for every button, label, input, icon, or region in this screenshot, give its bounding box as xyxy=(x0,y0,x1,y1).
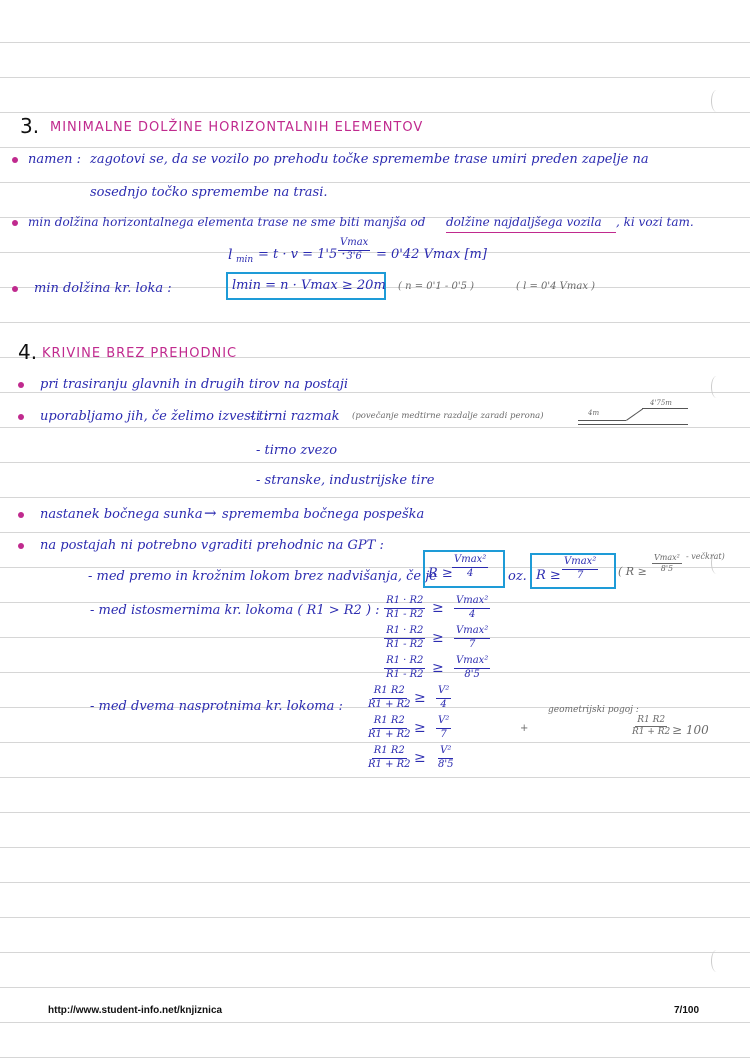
case-2-left-num: R1 · R2 xyxy=(384,656,425,669)
case-2-left-num: R1 · R2 xyxy=(384,596,425,609)
bullet xyxy=(18,512,24,518)
case-2-left-fraction xyxy=(384,656,426,680)
pink-underline xyxy=(446,232,616,233)
arc-formula: lmin = n · Vmax ≥ 20m xyxy=(232,278,386,293)
case-3-left-fraction xyxy=(366,716,413,740)
case-1-text: - med premo in krožnim lokom brez nadvišanja, če je xyxy=(88,569,437,584)
section-4-number: 4. xyxy=(18,340,38,364)
formula-l: l xyxy=(228,247,233,263)
sketch-line xyxy=(578,420,626,421)
case-3-left-fraction xyxy=(366,746,413,770)
bullet-3-a: nastanek bočnega sunka xyxy=(40,507,203,522)
footer-url: http://www.student-info.net/knjiznica xyxy=(48,1005,223,1016)
pencil-den: 8'5 xyxy=(660,564,674,574)
box-2-den: 7 xyxy=(576,569,584,581)
sub-item-2: - tirno zvezo xyxy=(256,443,338,458)
case-3-left-den: R1 + R2 xyxy=(368,758,411,770)
bullet-1: pri trasiranju glavnih in drugih tirov na postaji xyxy=(40,377,349,392)
side-right: ≥ 100 xyxy=(672,723,709,737)
bullet xyxy=(12,286,18,292)
side-label: geometrijski pogoj : xyxy=(548,705,639,715)
sketch-left-label: 4m xyxy=(588,409,600,417)
arc-note-2: ( l = 0'4 Vmax ) xyxy=(516,281,596,292)
case-2-right-fraction xyxy=(454,656,490,680)
side-num: R1 R2 xyxy=(635,716,667,727)
arc-label: min dolžina kr. loka : xyxy=(34,281,172,296)
case-2-right-den: 7 xyxy=(468,638,476,650)
box-1-left: R ≥ xyxy=(428,566,453,581)
sketch-line xyxy=(642,408,688,409)
formula-frac-den: 3'6 xyxy=(346,250,362,262)
bullet xyxy=(12,157,18,163)
arrow-icon: → xyxy=(204,504,217,522)
pencil-tail: - večkrat) xyxy=(686,552,725,561)
footer-page-number: 7/100 xyxy=(674,1005,700,1016)
case-3-right-num: V² xyxy=(436,686,451,699)
case-2-text: - med istosmernima kr. lokoma ( R1 > R2 ) : xyxy=(90,603,380,618)
sketch-line xyxy=(578,424,688,425)
case-3-right-den: 8'5 xyxy=(438,758,454,770)
formula-frac-num: Vmax xyxy=(338,238,370,251)
bullet xyxy=(12,220,18,226)
case-2-right-den: 8'5 xyxy=(464,668,480,680)
case-3-left-num: R1 R2 xyxy=(372,686,407,699)
case-3-right-fraction xyxy=(436,716,451,740)
case-2-right-fraction xyxy=(454,626,490,650)
bullet-4: na postajah ni potrebno vgraditi prehodnic na GPT : xyxy=(40,538,384,553)
case-3-right-den: 7 xyxy=(440,728,447,740)
section-4-title: KRIVINE BREZ PREHODNIC xyxy=(42,346,238,361)
case-3-operator: ≥ xyxy=(414,690,426,706)
box-2-left: R ≥ xyxy=(536,568,561,583)
namen-label: namen : xyxy=(28,152,82,167)
case-3-operator: ≥ xyxy=(414,720,426,736)
case-2-right-num: Vmax² xyxy=(454,656,490,669)
case-2-left-fraction xyxy=(384,626,426,650)
case-2-right-num: Vmax² xyxy=(454,596,490,609)
bullet xyxy=(18,382,24,388)
formula-l-sub: min xyxy=(236,255,254,265)
namen-line-2: sosednjo točko spremembe na trasi. xyxy=(90,185,328,200)
case-2-left-fraction xyxy=(384,596,426,620)
box-1-fraction xyxy=(452,555,488,579)
case-3-left-den: R1 + R2 xyxy=(368,698,411,710)
case-3-right-num: V² xyxy=(436,716,451,729)
case-2-operator: ≥ xyxy=(432,660,444,676)
section-3-title: MINIMALNE DOLŽINE HORIZONTALNIH ELEMENTOV xyxy=(50,120,424,135)
case-3-left-den: R1 + R2 xyxy=(368,728,411,740)
case-3-left-num: R1 R2 xyxy=(372,746,407,759)
case-3-left-fraction xyxy=(366,686,413,710)
rule-text-a: min dolžina horizontalnega elementa trase ne sme biti manjša od xyxy=(28,215,426,229)
pencil-fraction xyxy=(652,554,682,574)
case-2-left-den: R1 - R2 xyxy=(386,668,424,680)
case-3-right-den: 4 xyxy=(440,698,447,710)
bullet xyxy=(18,414,24,420)
box-2-fraction xyxy=(562,557,598,581)
pencil-left: ( R ≥ xyxy=(618,565,647,578)
sketch-line xyxy=(626,409,643,421)
case-3-text: - med dvema nasprotnima kr. lokoma : xyxy=(90,699,343,714)
arc-note-1: ( n = 0'1 - 0'5 ) xyxy=(398,281,475,292)
margin-mark xyxy=(711,376,722,398)
formula-right: = 0'42 Vmax [m] xyxy=(376,247,487,262)
case-3-right-num: V² xyxy=(438,746,453,759)
box-1-num: Vmax² xyxy=(452,555,488,568)
pencil-num: Vmax² xyxy=(652,554,682,564)
rule-text-b: dolžine najdaljšega vozila xyxy=(446,215,602,229)
case-3-right-fraction xyxy=(436,686,451,710)
case-3-operator: ≥ xyxy=(414,750,426,766)
case-2-operator: ≥ xyxy=(432,600,444,616)
case-3-right-fraction xyxy=(436,746,455,770)
sub-item-1-note: (povečanje medtirne razdalje zaradi perona) xyxy=(352,411,544,421)
margin-mark xyxy=(711,950,722,972)
sub-item-3: - stranske, industrijske tire xyxy=(256,473,435,488)
track-spacing-sketch xyxy=(578,400,688,430)
case-2-left-den: R1 - R2 xyxy=(386,638,424,650)
side-den: R1 + R2 xyxy=(632,727,671,738)
case-2-right-num: Vmax² xyxy=(454,626,490,639)
plus-mark: + xyxy=(520,723,529,734)
sketch-right-label: 4'75m xyxy=(650,399,672,407)
case-3-left-num: R1 R2 xyxy=(372,716,407,729)
margin-mark xyxy=(711,90,722,112)
case-2-right-fraction xyxy=(454,596,490,620)
formula-fraction xyxy=(338,238,370,262)
case-2-right-den: 4 xyxy=(468,608,476,620)
oz-label: oz. xyxy=(508,569,527,584)
bullet xyxy=(18,543,24,549)
case-2-left-num: R1 · R2 xyxy=(384,626,425,639)
case-2-left-den: R1 - R2 xyxy=(386,608,424,620)
rule-text-c: , ki vozi tam. xyxy=(616,215,694,229)
formula-eq: = t · v = 1'5 · xyxy=(258,247,346,262)
sub-item-1: - tirni razmak xyxy=(250,409,340,424)
side-fraction xyxy=(630,716,672,738)
section-3-number: 3. xyxy=(20,114,40,138)
box-1-den: 4 xyxy=(466,567,474,579)
namen-line-1: zagotovi se, da se vozilo po prehodu točke spremembe trase umiri preden zapelje na xyxy=(90,152,649,167)
bullet-3-b: sprememba bočnega pospeška xyxy=(222,507,425,522)
box-2-num: Vmax² xyxy=(562,557,598,570)
case-2-operator: ≥ xyxy=(432,630,444,646)
bullet-2: uporabljamo jih, če želimo izvesti : xyxy=(40,409,269,424)
